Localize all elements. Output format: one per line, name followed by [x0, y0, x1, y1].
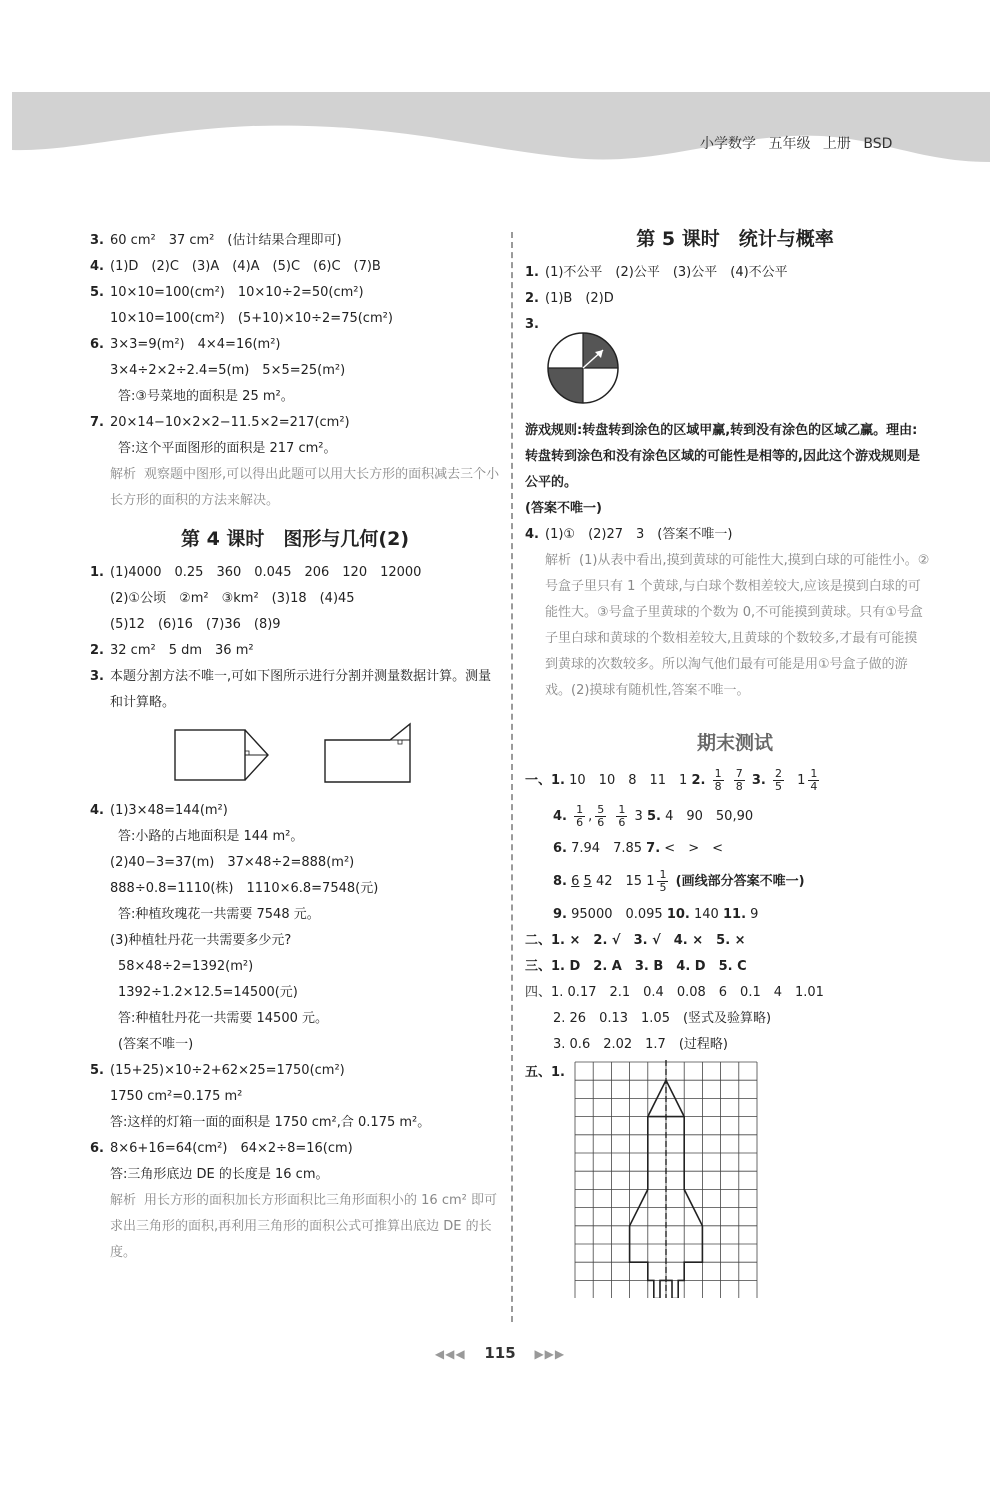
explanation-2: [90, 1188, 500, 1266]
explanation-3: [525, 548, 930, 704]
answer-values: 3: [634, 809, 643, 824]
separator: ,: [588, 809, 593, 824]
right-column: [525, 222, 945, 1298]
final-6-row: [525, 836, 945, 862]
answer-line: (1)D (2)C (3)A (4)A (5)C (6)C (7)B: [110, 259, 381, 274]
final-section-3: 三、1. D 2. A 3. B 4. D 5. C: [525, 959, 747, 974]
answer-line: (1)3×48=144(m²): [110, 803, 228, 818]
item-number: 一、1.: [525, 773, 565, 788]
item-number: 3.: [525, 317, 539, 332]
s4-item-1: [90, 560, 500, 638]
page-footer: [0, 1344, 1000, 1362]
item-number: 4.: [553, 809, 567, 824]
answer-line: 888÷0.8=1110(株) 1110×6.8=7548(元): [110, 881, 379, 896]
underlined-answer: 6: [571, 874, 580, 889]
answer-line: 8×6+16=64(cm²) 64×2÷8=16(cm): [110, 1141, 353, 1156]
item-number: 2.: [691, 773, 706, 788]
answer-line: (1)① (2)27 3 (答案不唯一): [545, 527, 733, 542]
s5-item-3-note: (答案不唯一): [525, 501, 602, 516]
answer-values: 42 15: [595, 874, 643, 889]
answer-line: (3)种植牡丹花一共需要多少元?: [110, 933, 292, 948]
header-subject: 小学数学: [700, 136, 756, 152]
s5-item-2: [525, 286, 945, 312]
answer-line: 1392÷1.2×12.5=14500(元): [118, 985, 298, 1000]
pre-item-line: [90, 228, 500, 254]
item-number: 3.: [90, 233, 104, 248]
pre-item-line: [90, 436, 500, 462]
item-number: 11.: [722, 907, 747, 922]
explanation-text: (1)从表中看出,摸到黄球的可能性大,摸到白球的可能性小。②号盒子里只有 1 个黄球,与白球个数相差较大,应该是摸到白球的可能性大。③号盒子里黄球的个数为 0,不可能摸到黄球。只有①号盒子里白球和黄球的个数相差较大,且黄球的个数较多,才最有可能摸到黄球的次数较多。所以淘气他们最有可能是用①号盒子做的游戏。(2)摸球有随机性,答案不唯一。: [545, 553, 930, 698]
answer-values: 95000 0.095: [571, 907, 663, 922]
item-number: 8.: [553, 874, 567, 889]
underlined-answer: 5: [583, 874, 592, 889]
item-number: 9.: [553, 907, 567, 922]
fraction: $\frac{2}{5}$: [774, 767, 782, 793]
item-number: 2.: [90, 643, 104, 658]
pre-item-line: [90, 410, 500, 436]
answer-text: 本题分割方法不唯一,可如下图所示进行分割并测量数据计算。测量和计算略。: [110, 669, 492, 710]
answer-line: 答:三角形底边 DE 的长度是 16 cm。: [110, 1167, 329, 1182]
header-volume: 上册: [822, 136, 851, 152]
answer-values: 4 90 50,90: [665, 809, 754, 824]
pre-item-line: [90, 384, 500, 410]
pre-items: [90, 228, 500, 462]
answer-line: (5)12 (6)16 (7)36 (8)9: [110, 617, 281, 632]
explanation-tag: 解析: [110, 467, 137, 482]
fraction: $\frac{1}{4}$: [810, 767, 818, 793]
answer-line: (15+25)×10÷2+62×25=1750(cm²): [110, 1063, 345, 1078]
item-number: 5.: [90, 285, 104, 300]
final-1-row: [525, 764, 945, 798]
header-band: [12, 92, 990, 172]
answer-line: 60 cm² 37 cm² (估计结果合理即可): [110, 233, 342, 248]
pre-item-line: [90, 306, 500, 332]
explanation-text: 观察题中图形,可以得出此题可以用大长方形的面积减去三个小长方形的面积的方法来解决。: [110, 467, 500, 508]
item-number: 6.: [90, 1141, 104, 1156]
s5-item-3-text: 游戏规则:转盘转到涂色的区域甲赢,转到没有涂色的区域乙赢。理由:转盘转到涂色和没有涂色区域的可能性是相等的,因此这个游戏规则是公平的。: [525, 423, 920, 490]
item-number: 五、1.: [525, 1065, 565, 1080]
final-test-title: 期末测试: [696, 732, 773, 754]
answer-line: (2)①公顷 ②m² ③km² (3)18 (4)45: [110, 591, 355, 606]
s5-item-4: [525, 522, 945, 548]
answer-line: 答:种植玫瑰花一共需要 7548 元。: [118, 907, 320, 922]
fraction: $\frac{5}{6}$: [597, 803, 605, 829]
final-section-4-1: 四、1. 0.17 2.1 0.4 0.08 6 0.1 4 1.01: [525, 985, 824, 1000]
header-grade: 五年级: [768, 136, 811, 152]
item-number: 4.: [525, 527, 539, 542]
item-number: 3.: [751, 773, 766, 788]
left-column: [90, 228, 500, 1266]
answer-line: 10×10=100(cm²) 10×10÷2=50(cm²): [110, 285, 364, 300]
answer-line: 3×4÷2×2÷2.4=5(m) 5×5=25(m²): [110, 363, 346, 378]
section-4-title: 第 4 课时 图形与几何(2): [180, 528, 410, 550]
s4-item-4: [90, 798, 500, 1058]
final-section-4-3: 3. 0.6 2.02 1.7 (过程略): [553, 1037, 728, 1052]
column-divider: [511, 232, 513, 1322]
spinner-figure: [543, 328, 945, 412]
item-number: 6.: [553, 841, 567, 856]
pre-item-line: [90, 358, 500, 384]
whole-number: 1: [797, 773, 806, 788]
answer-line: (答案不唯一): [118, 1037, 194, 1052]
answer-line: 20×14−10×2×2−11.5×2=217(cm²): [110, 415, 350, 430]
answer-line: (1)4000 0.25 360 0.045 206 120 12000: [110, 565, 422, 580]
section-5-title: 第 5 课时 统计与概率: [636, 228, 834, 250]
final-section-5: [525, 1060, 945, 1298]
item-number: 4.: [90, 259, 104, 274]
answer-line: 1750 cm²=0.175 m²: [110, 1089, 243, 1104]
item-number: 7.: [90, 415, 104, 430]
fraction: $\frac{1}{6}$: [618, 803, 626, 829]
explanation-text: 用长方形的面积加长方形面积比三角形面积小的 16 cm² 即可求出三角形的面积,再利用三角形的面积公式可推算出底边 DE 的长度。: [110, 1193, 497, 1260]
fraction: $\frac{1}{6}$: [576, 803, 584, 829]
note: (画线部分答案不唯一): [675, 874, 805, 889]
answer-values: 140: [694, 907, 719, 922]
item-number: 6.: [90, 337, 104, 352]
answer-values: < > <: [664, 841, 723, 856]
fraction: $\frac{7}{8}$: [735, 767, 743, 793]
explanation-tag: 解析: [545, 553, 572, 568]
whole-number: 1: [646, 874, 655, 889]
answer-line: 答:种植牡丹花一共需要 14500 元。: [118, 1011, 328, 1026]
answer-line: 答:小路的占地面积是 144 m²。: [118, 829, 304, 844]
answer-line: 3×3=9(m²) 4×4=16(m²): [110, 337, 281, 352]
answer-values: 10 10 8 11 1: [569, 773, 688, 788]
explanation-1: [90, 462, 500, 514]
answer-line: (1)B (2)D: [545, 291, 614, 306]
final-4-row: [525, 798, 945, 836]
item-number: 5.: [646, 809, 661, 824]
item-number: 2.: [525, 291, 539, 306]
answer-line: 答:这个平面图形的面积是 217 cm²。: [118, 441, 337, 456]
item-number: 3.: [90, 669, 104, 684]
final-section-4-2: 2. 26 0.13 1.05 (竖式及验算略): [553, 1011, 772, 1026]
next-arrows-icon: ▶▶▶: [534, 1347, 566, 1361]
fraction: $\frac{1}{8}$: [714, 767, 722, 793]
page-number: 115: [484, 1344, 516, 1362]
pre-item-line: [90, 280, 500, 306]
answer-line: 58×48÷2=1392(m²): [118, 959, 254, 974]
final-section-2: 二、1. × 2. √ 3. √ 4. × 5. ×: [525, 933, 746, 948]
answer-values: 7.94 7.85: [571, 841, 643, 856]
split-figure: [165, 722, 500, 792]
fraction: $\frac{1}{5}$: [659, 868, 667, 894]
s5-item-1: [525, 260, 945, 286]
s4-item-3: [90, 664, 500, 716]
s4-item-6: [90, 1136, 500, 1188]
s4-item-5: [90, 1058, 500, 1136]
answer-line: (1)不公平 (2)公平 (3)公平 (4)不公平: [545, 265, 788, 280]
final-8-row: [525, 862, 945, 902]
prev-arrows-icon: ◀◀◀: [434, 1347, 466, 1361]
answer-values: 9: [750, 907, 759, 922]
pre-item-line: [90, 332, 500, 358]
final-9-row: [525, 902, 945, 928]
item-number: 1.: [525, 265, 539, 280]
item-number: 7.: [646, 841, 661, 856]
header-edition: BSD: [863, 136, 893, 152]
item-number: 1.: [90, 565, 104, 580]
item-number: 10.: [666, 907, 690, 922]
item-number: 5.: [90, 1063, 104, 1078]
answer-line: 32 cm² 5 dm 36 m²: [110, 643, 254, 658]
answer-line: 答:③号菜地的面积是 25 m²。: [118, 389, 294, 404]
s4-item-2: [90, 638, 500, 664]
explanation-tag: 解析: [110, 1193, 137, 1208]
answer-line: 答:这样的灯箱一面的面积是 1750 cm²,合 0.175 m²。: [110, 1115, 431, 1130]
rocket-grid-figure: [573, 1060, 763, 1298]
pre-item-line: [90, 254, 500, 280]
header-title: [700, 133, 892, 153]
answer-line: (2)40−3=37(m) 37×48÷2=888(m²): [110, 855, 355, 870]
item-number: 4.: [90, 803, 104, 818]
answer-line: 10×10=100(cm²) (5+10)×10÷2=75(cm²): [110, 311, 393, 326]
